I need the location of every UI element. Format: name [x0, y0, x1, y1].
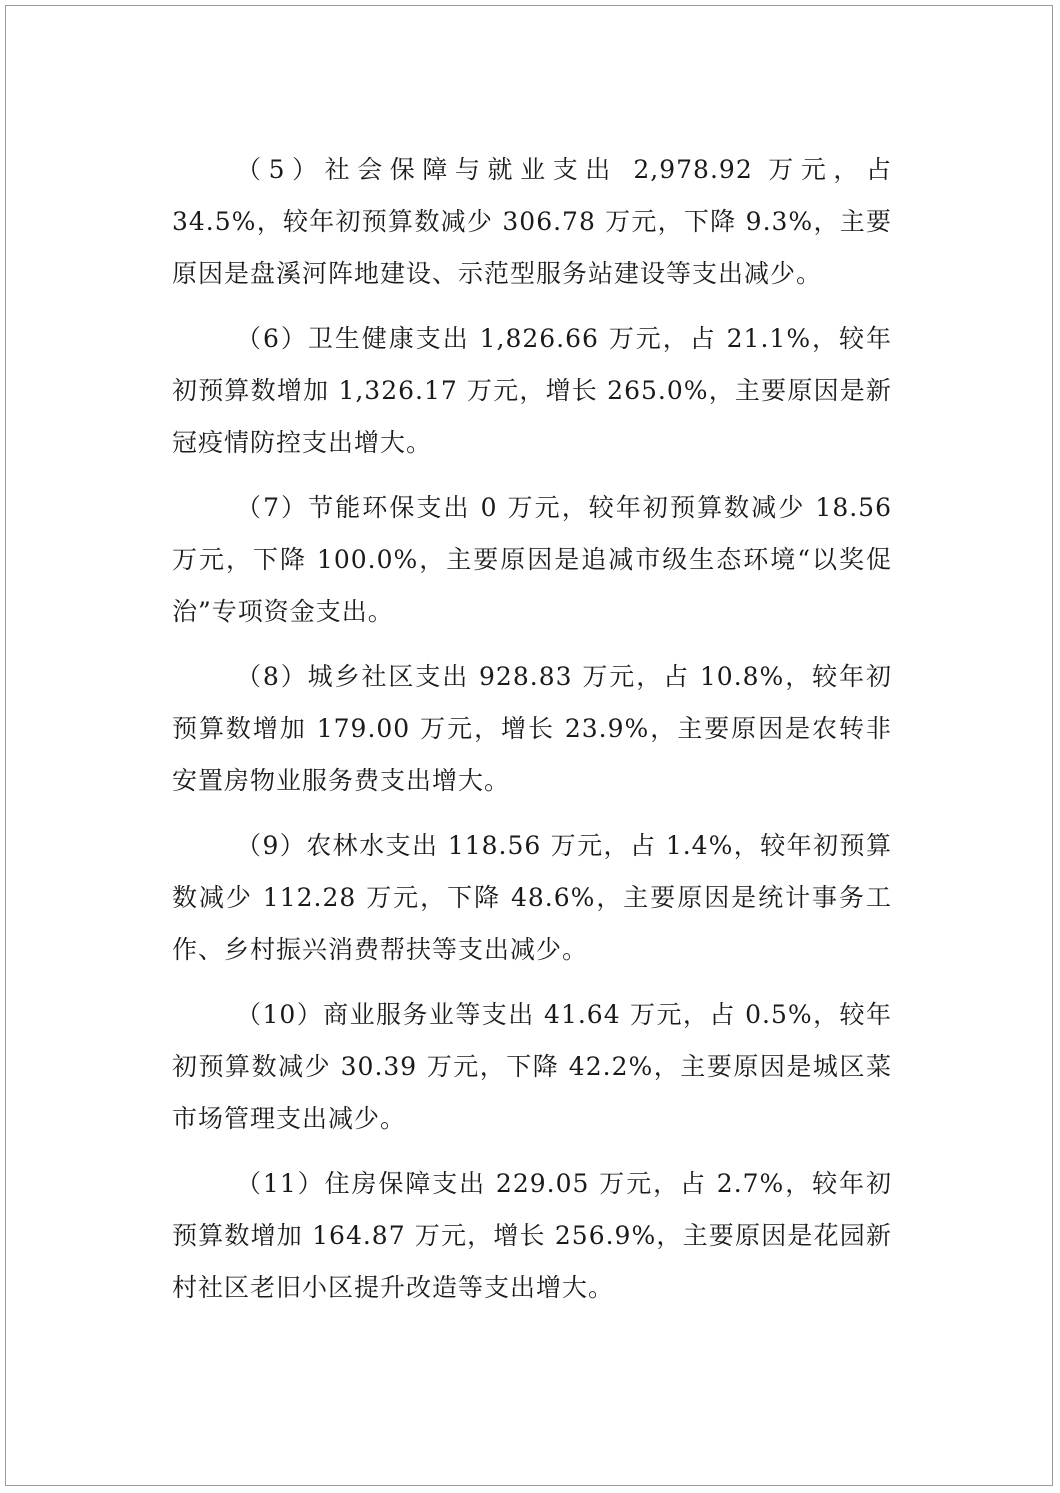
- paragraph-energy-environment: （7）节能环保支出 0 万元，较年初预算数减少 18.56 万元，下降 100.0%，主要原因是追减市级生态环境“以奖促治”专项资金支出。: [172, 493, 892, 626]
- document-page: [5, 5, 1053, 1486]
- page-body: [172, 144, 892, 1327]
- paragraph-commerce-services: （10）商业服务业等支出 41.64 万元，占 0.5%，较年初预算数减少 30.39 万元，下降 42.2%，主要原因是城区菜市场管理支出减少。: [172, 1000, 892, 1133]
- paragraph-housing: （11）住房保障支出 229.05 万元，占 2.7%，较年初预算数增加 164.87 万元，增长 256.9%，主要原因是花园新村社区老旧小区提升改造等支出增大。: [172, 1169, 892, 1302]
- paragraph-agriculture: （9）农林水支出 118.56 万元，占 1.4%，较年初预算数减少 112.28 万元，下降 48.6%，主要原因是统计事务工作、乡村振兴消费帮扶等支出减少。: [172, 831, 892, 964]
- paragraph-urban-rural-community: （8）城乡社区支出 928.83 万元，占 10.8%，较年初预算数增加 179.00 万元，增长 23.9%，主要原因是农转非安置房物业服务费支出增大。: [172, 662, 892, 795]
- paragraph-social-security: （5）社会保障与就业支出 2,978.92 万元，占 34.5%，较年初预算数减少 306.78 万元，下降 9.3%，主要原因是盘溪河阵地建设、示范型服务站建设等支出减少。: [172, 155, 892, 288]
- paragraph-health: （6）卫生健康支出 1,826.66 万元，占 21.1%，较年初预算数增加 1,326.17 万元，增长 265.0%，主要原因是新冠疫情防控支出增大。: [172, 324, 892, 457]
